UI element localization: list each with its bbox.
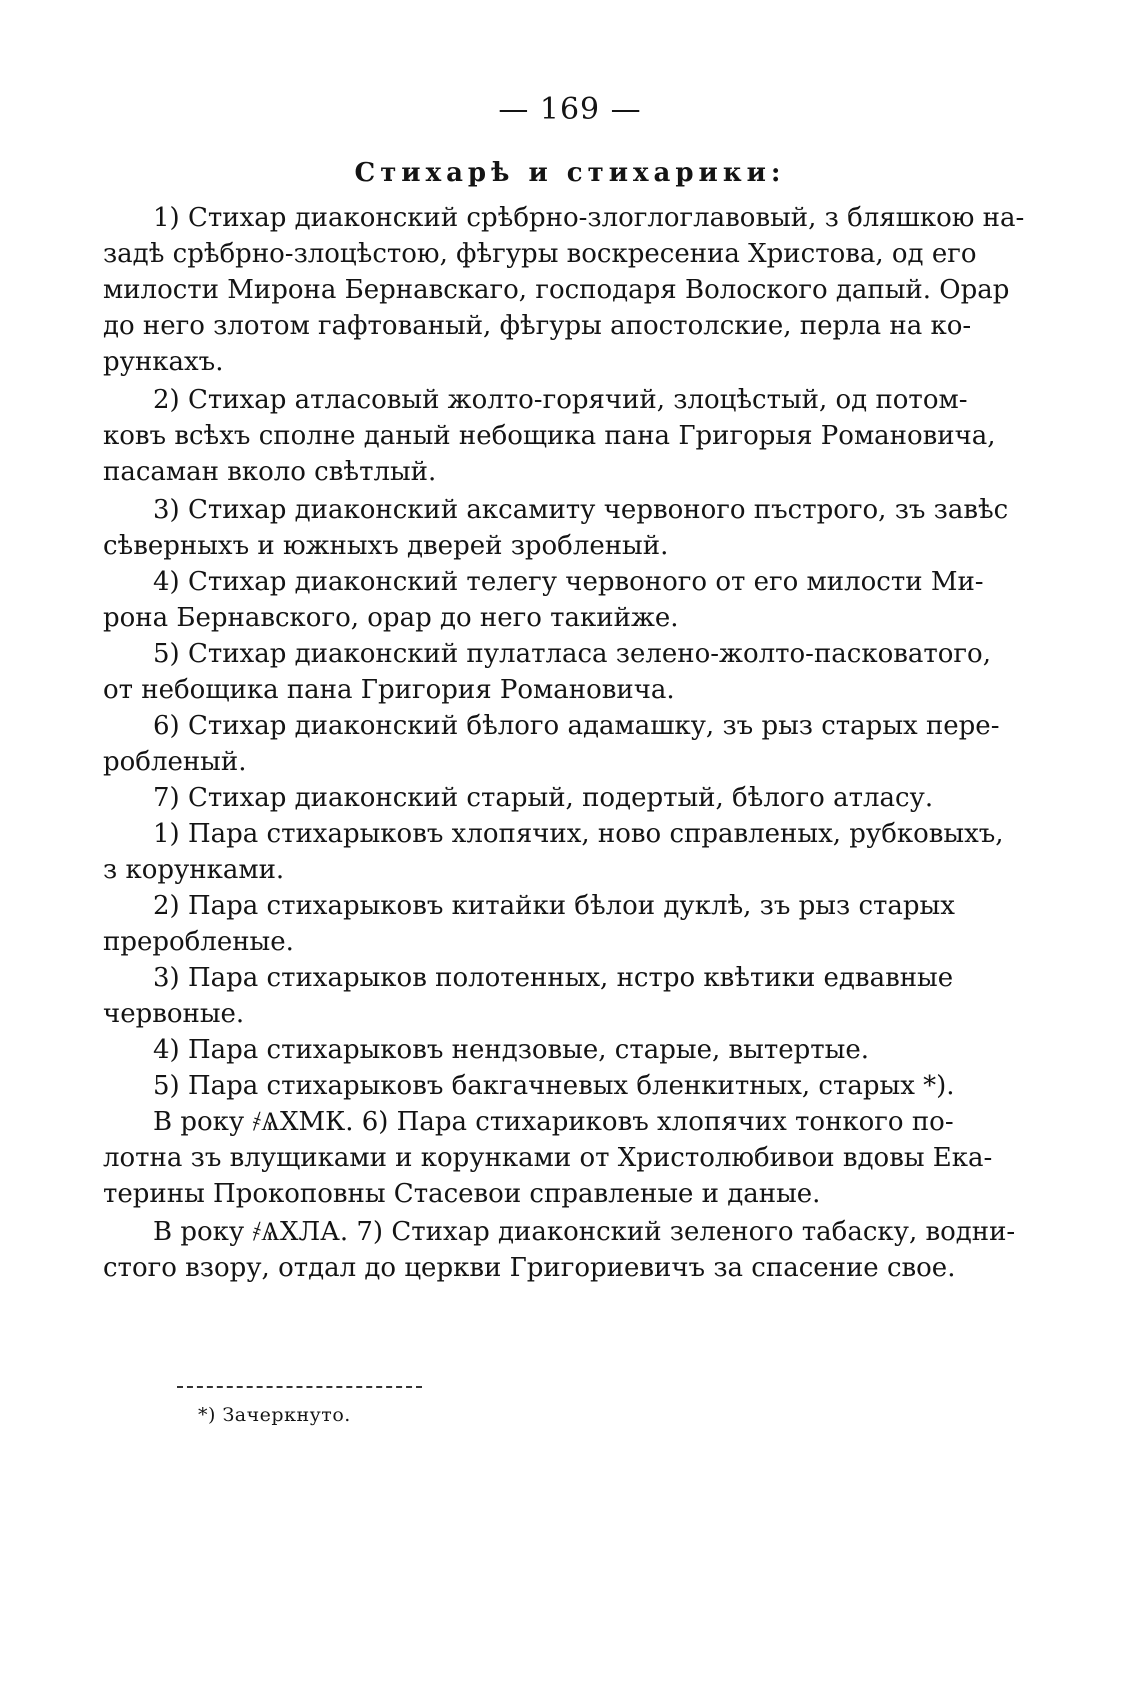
text-line: 4) Стихар диаконский телегу червоного от его милости Ми- [153,567,984,597]
text-line: 4) Пара стихарыковъ нендзовые, старые, вытертые. [153,1035,869,1065]
text-line: милости Мирона Бернавскаго, господаря Волоского дапый. Орар [103,275,1010,305]
section-heading: Стихарѣ и стихарики: [354,158,786,188]
text-line: 7) Стихар диаконский старый, подертый, бѣлого атласу. [153,783,934,813]
text-line: робленый. [103,747,247,777]
text-line: В року ҂ѦХЛА. 7) Стихар диаконский зеленого табаску, водни- [153,1217,1016,1247]
page-number: — 169 — [498,92,642,127]
text-line: з корунками. [103,855,285,885]
text-line: до него злотом гафтованый, фѣгуры апостолские, перла на ко- [103,311,972,341]
text-line: 3) Пара стихарыков полотенных, нстро квѣтики едвавные [153,963,954,993]
text-line: 3) Стихар диаконский аксамиту червоного пъстрого, зъ завѣс [153,495,1009,525]
footnote-divider [177,1386,422,1388]
text-line: 5) Стихар диаконский пулатласа зелено-жолто-пасковатого, [153,639,991,669]
text-line: рона Бернавского, орар до него такийже. [103,603,679,633]
text-line: преробленые. [103,927,294,957]
text-line: 6) Стихар диаконский бѣлого адамашку, зъ рыз старых пере- [153,711,1000,741]
footnote: *) Зачеркнуто. [198,1404,351,1426]
text-line: сѣверныхъ и южныхъ дверей зробленый. [103,531,669,561]
text-line: пасаман вколо свѣтлый. [103,457,437,487]
text-line: терины Прокоповны Стасевои справленые и даные. [103,1179,821,1209]
text-line: 2) Пара стихарыковъ китайки бѣлои дуклѣ, зъ рыз старых [153,891,955,921]
text-line: стого взору, отдал до церкви Григориевичъ за спасение свое. [103,1253,956,1283]
text-line: рункахъ. [103,347,224,377]
text-line: 1) Пара стихарыковъ хлопячих, ново справленых, рубковыхъ, [153,819,1004,849]
text-line: 1) Стихар диаконский срѣбрно-злоглоглавовый, з бляшкою на- [153,203,1025,233]
text-line: В року ҂ѦХМК. 6) Пара стихариковъ хлопячих тонкого по- [153,1107,954,1137]
text-line: от небощика пана Григория Романовича. [103,675,675,705]
text-line: 5) Пара стихарыковъ бакгачневых бленкитных, старых *). [153,1071,955,1101]
text-line: 2) Стихар атласовый жолто-горячий, злоцѣстый, од потом- [153,385,968,415]
text-line: задѣ срѣбрно-злоцѣстою, фѣгуры воскресениа Христова, од его [103,239,977,269]
text-line: лотна зъ влущиками и корунками от Христолюбивои вдовы Ека- [103,1143,993,1173]
text-line: червоные. [103,999,245,1029]
text-line: ковъ всѣхъ сполне даный небощика пана Григорыя Романовича, [103,421,996,451]
